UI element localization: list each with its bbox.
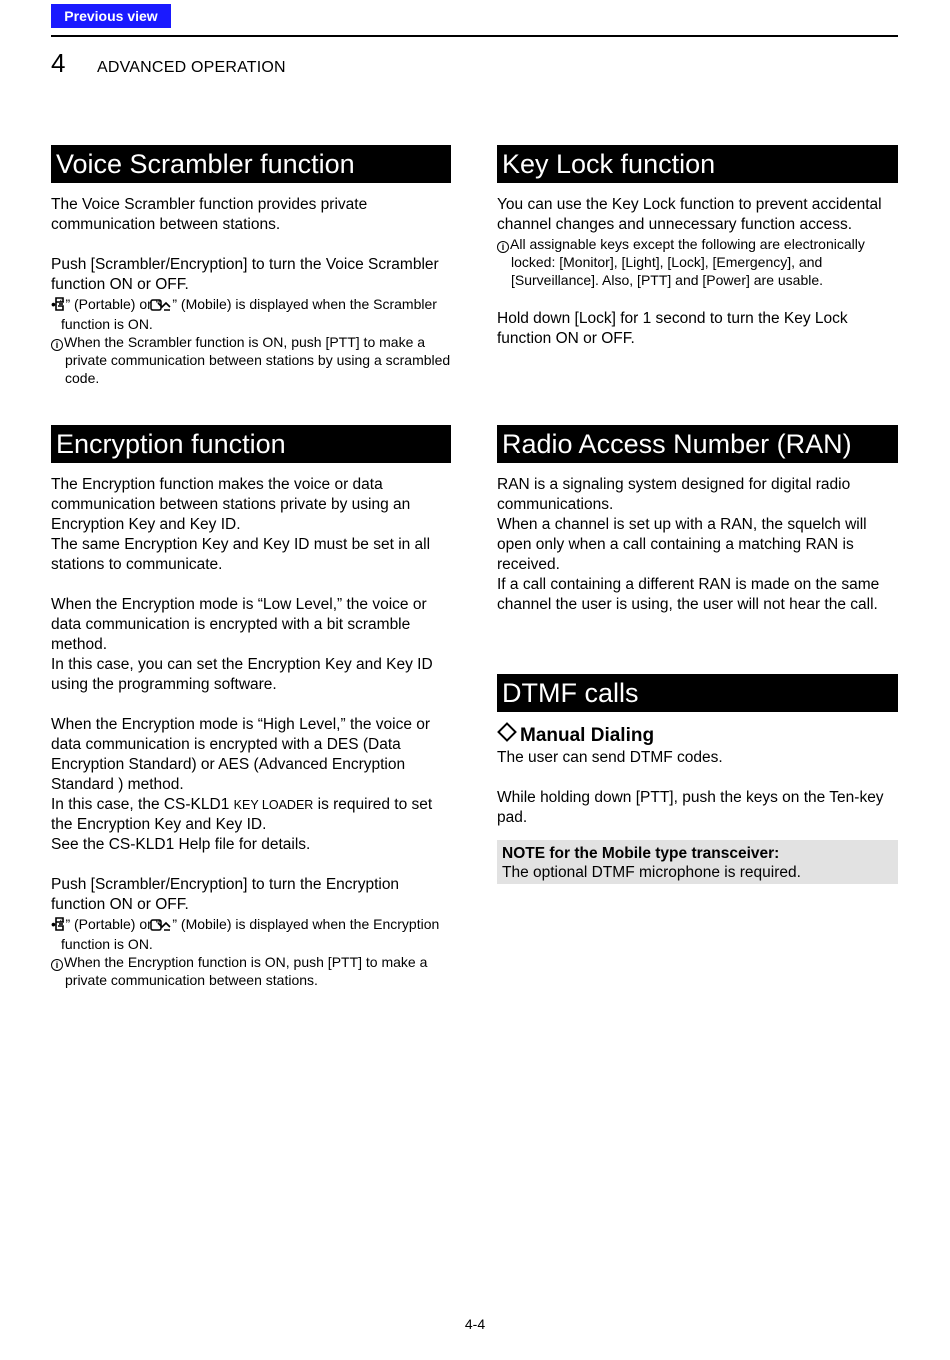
bullet-text: • “ (51, 296, 65, 312)
para-text: is required to set the Encryption Key and Key ID. (51, 796, 433, 833)
encryption-info (51, 953, 451, 989)
key-lock-para2: Hold down [Lock] for 1 second to turn the Key Lock function ON or OFF. (497, 310, 848, 347)
encryption-para3: When the Encryption mode is “Low Level,” the voice or data communication is encrypted with a bit scramble method. (51, 596, 427, 653)
chapter-title: ADVANCED OPERATION (97, 59, 286, 76)
bullet-text: • “ (51, 916, 65, 932)
voice-scrambler-heading: Voice Scrambler function (51, 145, 451, 183)
info-text: When the Encryption function is ON, push [PTT] to make a private communication between stations. (64, 954, 428, 988)
key-lock-para1: You can use the Key Lock function to prevent accidental channel changes and unnecessary function access. (497, 196, 882, 233)
mobile-scrambler-icon (160, 917, 172, 935)
header-rule (51, 35, 898, 37)
ran-body (497, 475, 898, 615)
dtmf-body (497, 724, 898, 828)
voice-scrambler-info (51, 333, 451, 387)
ran-para1: RAN is a signaling system designed for digital radio communications. (497, 476, 851, 513)
encryption-para7: See the CS-KLD1 Help file for details. (51, 836, 311, 853)
encryption-body (51, 475, 451, 989)
ran-heading: Radio Access Number (RAN) (497, 425, 898, 463)
encryption-heading: Encryption function (51, 425, 451, 463)
voice-scrambler-para1: The Voice Scrambler function provides private communication between stations. (51, 196, 368, 233)
subheading-text: Manual Dialing (520, 725, 655, 746)
info-icon: i (497, 241, 509, 253)
ran-para3: If a call containing a different RAN is made on the same channel the user is using, the user will not hear the call. (497, 576, 880, 613)
ran-para2: When a channel is set up with a RAN, the squelch will open only when a call containing a matching RAN is received. (497, 516, 867, 573)
encryption-para6 (51, 795, 451, 835)
manual-dialing-subheading (497, 724, 898, 748)
info-icon: i (51, 339, 63, 351)
info-text: When the Scrambler function is ON, push [PTT] to make a private communication between stations by using a scrambled code. (64, 334, 451, 386)
encryption-para5: When the Encryption mode is “High Level,” the voice or data communication is encrypted with a DES (Data Encryption Standard) or AES (Advanced Encryption Standard ) method. (51, 716, 431, 793)
encryption-para4: In this case, you can set the Encryption Key and Key ID using the programming software. (51, 656, 433, 693)
bullet-text: ” (Mobile) is displayed when the Encryption function is ON. (61, 916, 440, 952)
diamond-icon (497, 722, 517, 742)
bullet-text: ” (Portable) or “ (65, 916, 161, 932)
note-box (497, 840, 898, 884)
encryption-para2: The same Encryption Key and Key ID must be set in all stations to communicate. (51, 536, 431, 573)
para-text: In this case, the CS-KLD1 (51, 796, 234, 813)
key-lock-info (497, 235, 898, 289)
dtmf-para2: While holding down [PTT], push the keys on the Ten-key pad. (497, 789, 884, 826)
key-lock-body (497, 195, 898, 349)
mobile-scrambler-icon (160, 297, 172, 315)
note-title: NOTE for the Mobile type transceiver: (502, 845, 780, 862)
previous-view-button[interactable]: Previous view (51, 4, 171, 28)
bullet-text: ” (Mobile) is displayed when the Scrambler function is ON. (61, 296, 437, 332)
encryption-bullet (51, 915, 451, 953)
encryption-para1: The Encryption function makes the voice or data communication between stations private by using an Encryption Key and Key ID. (51, 476, 411, 533)
page-number: 4-4 (464, 1316, 486, 1332)
dtmf-para1: The user can send DTMF codes. (497, 749, 723, 766)
info-icon: i (51, 959, 63, 971)
voice-scrambler-bullet (51, 295, 451, 333)
encryption-para8: Push [Scrambler/Encryption] to turn the Encryption function ON or OFF. (51, 876, 400, 913)
chapter-number: 4 (51, 48, 66, 78)
key-loader-label: KEY LOADER (233, 798, 314, 812)
dtmf-heading: DTMF calls (497, 674, 898, 712)
voice-scrambler-para2: Push [Scrambler/Encryption] to turn the Voice Scrambler function ON or OFF. (51, 256, 439, 293)
info-text: All assignable keys except the following are electronically locked: [Monitor], [Light], [Lock], [Emergency], and [Surveillance]. Also, [PTT] and [Power] are usable. (510, 236, 865, 288)
voice-scrambler-body (51, 195, 451, 387)
note-text: The optional DTMF microphone is required. (502, 864, 801, 881)
key-lock-heading: Key Lock function (497, 145, 898, 183)
bullet-text: ” (Portable) or “ (65, 296, 161, 312)
